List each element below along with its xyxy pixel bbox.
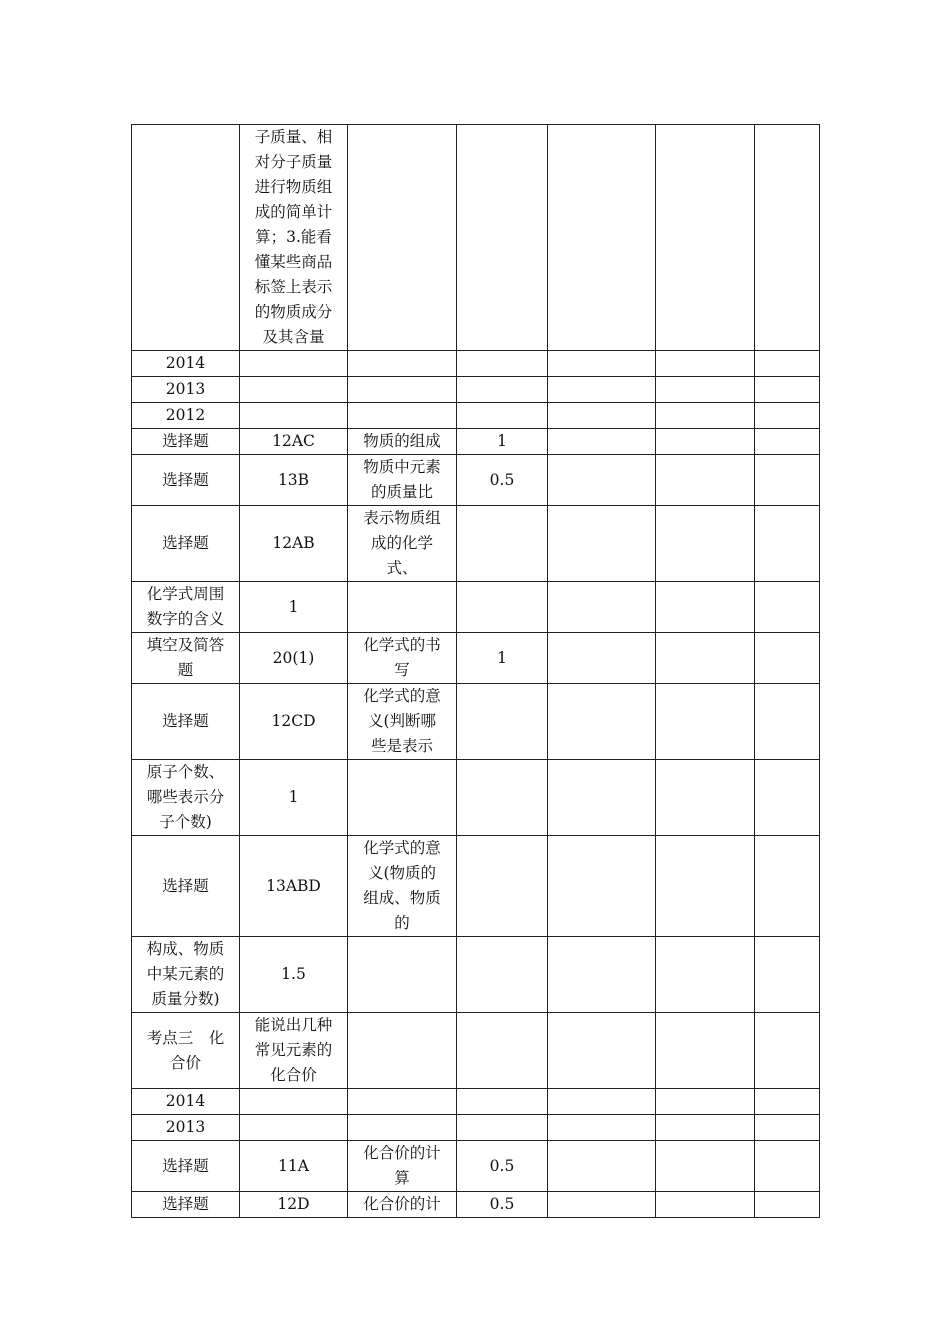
empty-cell-col7 bbox=[755, 836, 820, 937]
cell-text: 1 bbox=[497, 432, 507, 450]
table-cell-col2 bbox=[240, 1141, 348, 1192]
table-cell-col2 bbox=[240, 1192, 348, 1218]
empty-cell-col7 bbox=[755, 937, 820, 1013]
table-cell-col4 bbox=[457, 937, 548, 1013]
table-cell-col2 bbox=[240, 377, 348, 403]
cell-text: 选择题 bbox=[162, 1195, 209, 1213]
empty-cell-col7 bbox=[755, 633, 820, 684]
table-cell-col1 bbox=[132, 684, 240, 760]
table-cell-col2 bbox=[240, 937, 348, 1013]
cell-text: 构成、物质 中某元素的 质量分数) bbox=[146, 940, 225, 1008]
empty-cell-col7 bbox=[755, 684, 820, 760]
cell-text: 考点三 化 合价 bbox=[146, 1028, 225, 1072]
cell-text: 12CD bbox=[271, 712, 316, 730]
cell-text: 选择题 bbox=[162, 470, 209, 489]
table-cell-col1 bbox=[132, 1115, 240, 1141]
cell-text: 化学式的书 写 bbox=[363, 636, 441, 679]
empty-cell-col5 bbox=[548, 351, 656, 377]
table-cell-col4 bbox=[457, 377, 548, 403]
empty-cell-col6 bbox=[656, 1141, 755, 1192]
table-cell-col1 bbox=[132, 506, 240, 582]
table-row bbox=[132, 937, 820, 1013]
empty-cell-col5 bbox=[548, 684, 656, 760]
table-cell-col4 bbox=[457, 351, 548, 377]
table-cell-col1 bbox=[132, 1141, 240, 1192]
table-row bbox=[132, 351, 820, 377]
table-cell-col1 bbox=[132, 836, 240, 937]
table-cell-col2 bbox=[240, 1013, 348, 1089]
table-row bbox=[132, 684, 820, 760]
cell-text: 化学式的意 义(物质的 组成、物质 的 bbox=[363, 839, 441, 932]
table-row bbox=[132, 506, 820, 582]
cell-text: 化合价的计 bbox=[363, 1195, 441, 1213]
cell-text: 化学式周围 数字的含义 bbox=[146, 585, 225, 628]
empty-cell-col6 bbox=[656, 1013, 755, 1089]
table-cell-col2 bbox=[240, 582, 348, 633]
empty-cell-col6 bbox=[656, 684, 755, 760]
cell-text: 2014 bbox=[165, 354, 206, 372]
cell-text: 13ABD bbox=[266, 876, 321, 895]
empty-cell-col6 bbox=[656, 1089, 755, 1115]
cell-text: 11A bbox=[278, 1156, 309, 1175]
cell-text: 1.5 bbox=[281, 965, 306, 983]
empty-cell-col7 bbox=[755, 1192, 820, 1218]
cell-text: 选择题 bbox=[162, 712, 209, 730]
table-cell-col3 bbox=[348, 582, 457, 633]
empty-cell-col5 bbox=[548, 1141, 656, 1192]
table-cell-col4 bbox=[457, 684, 548, 760]
table-cell-col1 bbox=[132, 937, 240, 1013]
table-cell-col1 bbox=[132, 1089, 240, 1115]
cell-text: 物质中元素 的质量比 bbox=[363, 458, 441, 501]
cell-text: 选择题 bbox=[162, 432, 209, 450]
empty-cell-col7 bbox=[755, 377, 820, 403]
cell-text: 2013 bbox=[165, 380, 206, 398]
cell-text: 选择题 bbox=[162, 1156, 209, 1175]
table-cell-col2 bbox=[240, 836, 348, 937]
empty-cell-col5 bbox=[548, 760, 656, 836]
table-cell-col1 bbox=[132, 1192, 240, 1218]
cell-text: 物质的组成 bbox=[363, 432, 441, 450]
table-cell-col3 bbox=[348, 633, 457, 684]
table-cell-col2 bbox=[240, 506, 348, 582]
table-cell-col3 bbox=[348, 455, 457, 506]
empty-cell-col6 bbox=[656, 937, 755, 1013]
empty-cell-col5 bbox=[548, 1089, 656, 1115]
empty-cell-col5 bbox=[548, 455, 656, 506]
cell-text: 2012 bbox=[165, 406, 206, 424]
table-row bbox=[132, 125, 820, 351]
table-cell-col4 bbox=[457, 455, 548, 506]
cell-text: 能说出几种 常见元素的 化合价 bbox=[254, 1016, 333, 1084]
cell-text: 2013 bbox=[165, 1118, 206, 1136]
cell-text: 填空及简答 题 bbox=[146, 636, 225, 679]
empty-cell-col6 bbox=[656, 455, 755, 506]
table-cell-col1 bbox=[132, 1013, 240, 1089]
empty-cell-col7 bbox=[755, 760, 820, 836]
empty-cell-col6 bbox=[656, 429, 755, 455]
table-cell-col4 bbox=[457, 1141, 548, 1192]
cell-text: 选择题 bbox=[162, 876, 209, 895]
table-cell-col2 bbox=[240, 403, 348, 429]
table-cell-col4 bbox=[457, 633, 548, 684]
cell-text: 子质量、相 对分子质量 进行物质组 成的简单计 算；3.能看 懂某些商品 标签上表示 的物质成分 及其含量 bbox=[254, 128, 333, 346]
cell-text: 13B bbox=[277, 470, 310, 489]
table-cell-col3 bbox=[348, 1141, 457, 1192]
cell-text: 1 bbox=[288, 597, 299, 616]
table-row bbox=[132, 582, 820, 633]
table-cell-col3 bbox=[348, 125, 457, 351]
table-row bbox=[132, 403, 820, 429]
table-cell-col2 bbox=[240, 125, 348, 351]
table-cell-col1 bbox=[132, 351, 240, 377]
empty-cell-col5 bbox=[548, 125, 656, 351]
empty-cell-col6 bbox=[656, 1192, 755, 1218]
table-cell-col3 bbox=[348, 836, 457, 937]
empty-cell-col6 bbox=[656, 506, 755, 582]
table-row bbox=[132, 1013, 820, 1089]
cell-text: 0.5 bbox=[489, 470, 515, 489]
empty-cell-col5 bbox=[548, 377, 656, 403]
empty-cell-col5 bbox=[548, 429, 656, 455]
empty-cell-col6 bbox=[656, 633, 755, 684]
table-cell-col3 bbox=[348, 684, 457, 760]
empty-cell-col6 bbox=[656, 1115, 755, 1141]
empty-cell-col5 bbox=[548, 1115, 656, 1141]
table-cell-col2 bbox=[240, 1115, 348, 1141]
empty-cell-col7 bbox=[755, 1089, 820, 1115]
table-cell-col2 bbox=[240, 455, 348, 506]
empty-cell-col6 bbox=[656, 760, 755, 836]
empty-cell-col6 bbox=[656, 582, 755, 633]
table-cell-col2 bbox=[240, 429, 348, 455]
empty-cell-col7 bbox=[755, 1115, 820, 1141]
cell-text: 2014 bbox=[165, 1092, 206, 1110]
empty-cell-col5 bbox=[548, 1013, 656, 1089]
table-row bbox=[132, 377, 820, 403]
empty-cell-col7 bbox=[755, 351, 820, 377]
table-cell-col1 bbox=[132, 403, 240, 429]
empty-cell-col7 bbox=[755, 506, 820, 582]
table-cell-col4 bbox=[457, 1192, 548, 1218]
table-cell-col3 bbox=[348, 1192, 457, 1218]
table-cell-col4 bbox=[457, 429, 548, 455]
table-cell-col3 bbox=[348, 1115, 457, 1141]
table-row bbox=[132, 1192, 820, 1218]
table-cell-col1 bbox=[132, 760, 240, 836]
table-cell-col1 bbox=[132, 125, 240, 351]
exam-analysis-table bbox=[131, 124, 820, 1218]
table-row bbox=[132, 1141, 820, 1192]
cell-text: 化学式的意 义(判断哪 些是表示 bbox=[363, 687, 441, 755]
table-cell-col1 bbox=[132, 582, 240, 633]
empty-cell-col5 bbox=[548, 633, 656, 684]
cell-text: 原子个数、 哪些表示分 子个数) bbox=[146, 763, 225, 831]
table-row bbox=[132, 836, 820, 937]
empty-cell-col6 bbox=[656, 351, 755, 377]
cell-text: 0.5 bbox=[489, 1195, 515, 1213]
cell-text: 1 bbox=[497, 648, 507, 667]
table-cell-col1 bbox=[132, 429, 240, 455]
table-row bbox=[132, 1089, 820, 1115]
table-row bbox=[132, 1115, 820, 1141]
table-cell-col3 bbox=[348, 429, 457, 455]
table-cell-col4 bbox=[457, 125, 548, 351]
cell-text: 20(1) bbox=[272, 648, 315, 667]
empty-cell-col7 bbox=[755, 429, 820, 455]
table-cell-col4 bbox=[457, 760, 548, 836]
cell-text: 选择题 bbox=[162, 534, 209, 552]
empty-cell-col5 bbox=[548, 1192, 656, 1218]
table-row bbox=[132, 633, 820, 684]
empty-cell-col6 bbox=[656, 125, 755, 351]
cell-text: 0.5 bbox=[489, 1156, 515, 1175]
empty-cell-col5 bbox=[548, 403, 656, 429]
table-cell-col3 bbox=[348, 1013, 457, 1089]
table-cell-col2 bbox=[240, 684, 348, 760]
table-cell-col4 bbox=[457, 582, 548, 633]
empty-cell-col7 bbox=[755, 455, 820, 506]
empty-cell-col7 bbox=[755, 403, 820, 429]
cell-text: 化合价的计 算 bbox=[363, 1144, 441, 1187]
table-row bbox=[132, 429, 820, 455]
empty-cell-col7 bbox=[755, 1013, 820, 1089]
table-cell-col3 bbox=[348, 403, 457, 429]
table-cell-col2 bbox=[240, 1089, 348, 1115]
empty-cell-col5 bbox=[548, 836, 656, 937]
empty-cell-col5 bbox=[548, 937, 656, 1013]
table-cell-col2 bbox=[240, 760, 348, 836]
empty-cell-col5 bbox=[548, 582, 656, 633]
table-cell-col4 bbox=[457, 403, 548, 429]
table-cell-col2 bbox=[240, 351, 348, 377]
cell-text: 1 bbox=[288, 788, 299, 806]
cell-text: 12D bbox=[277, 1195, 310, 1213]
table-cell-col3 bbox=[348, 937, 457, 1013]
table-cell-col3 bbox=[348, 1089, 457, 1115]
table-cell-col1 bbox=[132, 377, 240, 403]
table-cell-col4 bbox=[457, 836, 548, 937]
table-cell-col1 bbox=[132, 455, 240, 506]
table-cell-col4 bbox=[457, 506, 548, 582]
empty-cell-col6 bbox=[656, 377, 755, 403]
table-cell-col3 bbox=[348, 760, 457, 836]
empty-cell-col7 bbox=[755, 125, 820, 351]
cell-text: 12AB bbox=[272, 534, 315, 552]
table-row bbox=[132, 760, 820, 836]
empty-cell-col5 bbox=[548, 506, 656, 582]
cell-text: 12AC bbox=[272, 432, 315, 450]
table-cell-col4 bbox=[457, 1115, 548, 1141]
table-body bbox=[132, 125, 820, 1218]
empty-cell-col7 bbox=[755, 582, 820, 633]
empty-cell-col6 bbox=[656, 403, 755, 429]
table-cell-col2 bbox=[240, 633, 348, 684]
empty-cell-col7 bbox=[755, 1141, 820, 1192]
table-cell-col1 bbox=[132, 633, 240, 684]
empty-cell-col6 bbox=[656, 836, 755, 937]
table-cell-col3 bbox=[348, 351, 457, 377]
table-cell-col3 bbox=[348, 506, 457, 582]
table-cell-col4 bbox=[457, 1089, 548, 1115]
table-row bbox=[132, 455, 820, 506]
cell-text: 表示物质组 成的化学 式、 bbox=[363, 509, 441, 577]
table-cell-col3 bbox=[348, 377, 457, 403]
table-cell-col4 bbox=[457, 1013, 548, 1089]
